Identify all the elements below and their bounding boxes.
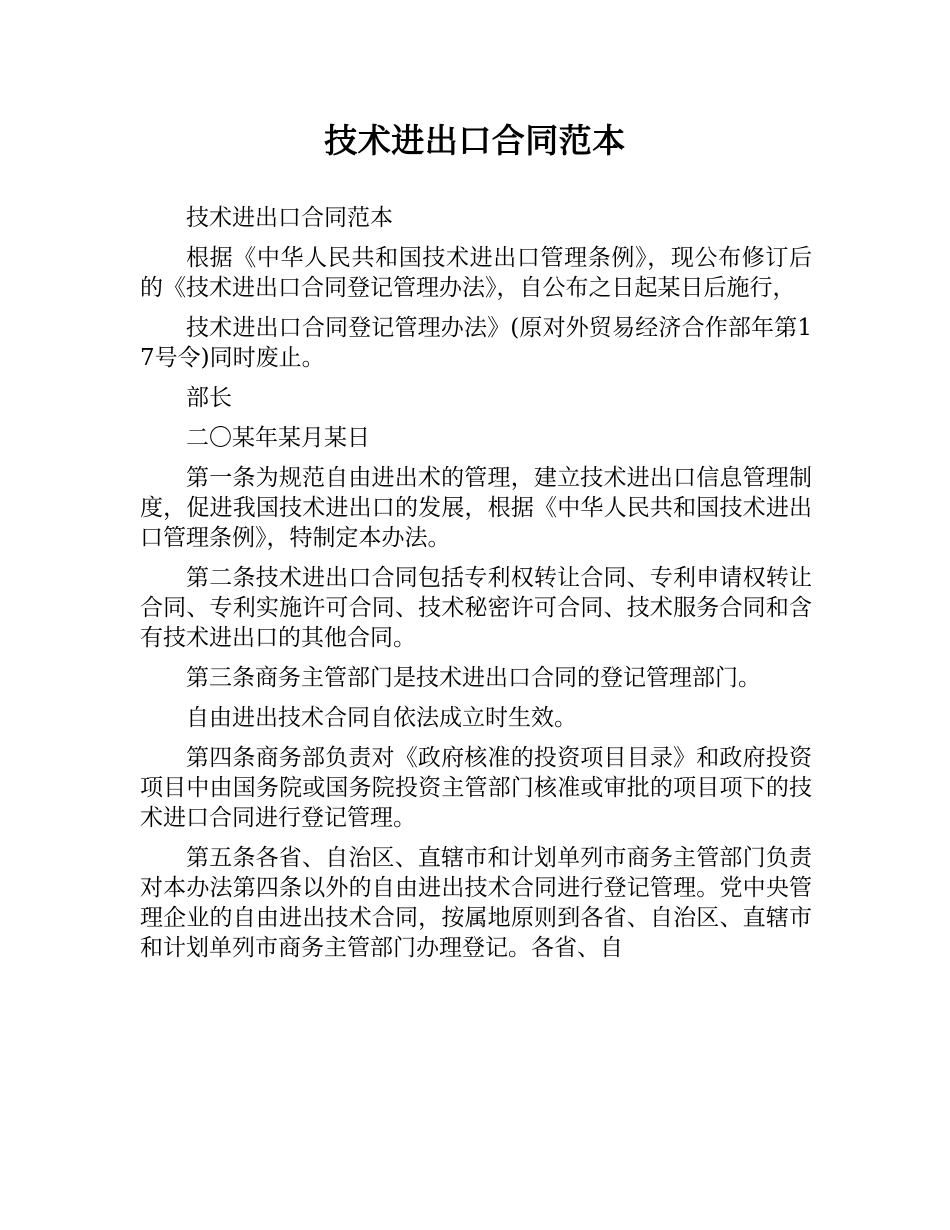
paragraph-article-2: 第二条技术进出口合同包括专利权转让合同、专利申请权转让合同、专利实施许可合同、技术秘密许可合同、技术服务合同和含有技术进出口的其他合同。 <box>140 565 812 651</box>
paragraph-article-3: 第三条商务主管部门是技术进出口合同的登记管理部门。 <box>186 665 761 691</box>
paragraph-article-1: 第一条为规范自由进出术的管理，建立技术进出口信息管理制度，促进我国技术进出口的发展，根据《中华人民共和国技术进出口管理条例》，特制定本办法。 <box>140 465 812 551</box>
paragraph-repeal-notice: 技术进出口合同登记管理办法》(原对外贸易经济合作部年第17号令)同时废止。 <box>140 315 812 371</box>
paragraph-date: 二〇某年某月某日 <box>186 425 370 451</box>
paragraph-signatory: 部长 <box>186 385 232 411</box>
paragraph-article-4: 第四条商务部负责对《政府核准的投资项目目录》和政府投资项目中由国务院或国务院投资主管部门核准或审批的项目项下的技术进口合同进行登记管理。 <box>140 745 812 831</box>
paragraph-heading-repeat: 技术进出口合同范本 <box>186 205 393 231</box>
paragraph-announcement: 根据《中华人民共和国技术进出口管理条例》，现公布修订后的《技术进出口合同登记管理办法》，自公布之日起某日后施行， <box>140 245 812 301</box>
paragraph-article-5: 第五条各省、自治区、直辖市和计划单列市商务主管部门负责对本办法第四条以外的自由进出技术合同进行登记管理。党中央管理企业的自由进出技术合同，按属地原则到各省、自治区、直辖市和计划单列市商务主管部门办理登记。各省、自 <box>140 845 812 961</box>
paragraph-article-3-effect: 自由进出技术合同自依法成立时生效。 <box>186 705 577 731</box>
document-title: 技术进出口合同范本 <box>324 121 626 160</box>
document-body <box>140 203 812 973</box>
